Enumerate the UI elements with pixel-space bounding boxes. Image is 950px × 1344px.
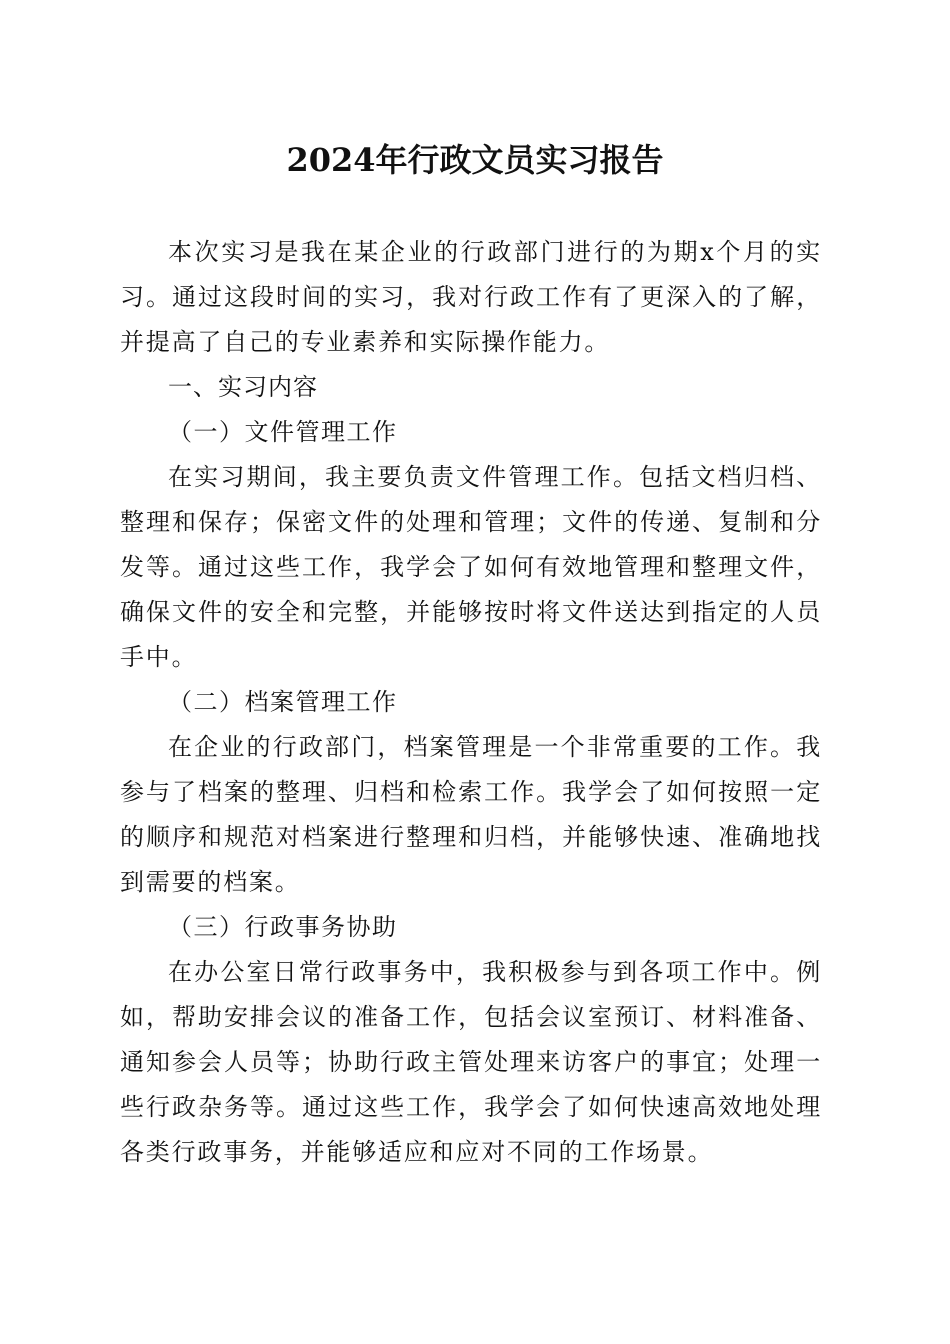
subsection-heading-file-management: （一）文件管理工作 — [168, 418, 398, 446]
document-body — [120, 230, 822, 1175]
section-heading-internship-content: 一、实习内容 — [168, 373, 318, 401]
paragraph-file-management: 在实习期间，我主要负责文件管理工作。包括文档归档、整理和保存；保密文件的处理和管理；文件的传递、复制和分发等。通过这些工作，我学会了如何有效地管理和整理文件，确保文件的安全和完整，并能够按时将文件送达到指定的人员手中。 — [120, 463, 822, 671]
intro-paragraph: 本次实习是我在某企业的行政部门进行的为期x个月的实习。通过这段时间的实习，我对行政工作有了更深入的了解，并提高了自己的专业素养和实际操作能力。 — [120, 238, 822, 356]
document-title: 2024年行政文员实习报告 — [286, 141, 664, 179]
paragraph-admin-assistance: 在办公室日常行政事务中，我积极参与到各项工作中。例如，帮助安排会议的准备工作，包括会议室预订、材料准备、通知参会人员等；协助行政主管处理来访客户的事宜；处理一些行政杂务等。通过这些工作，我学会了如何快速高效地处理各类行政事务，并能够适应和应对不同的工作场景。 — [120, 958, 822, 1166]
subsection-heading-archive-management: （二）档案管理工作 — [168, 688, 398, 716]
paragraph-archive-management: 在企业的行政部门，档案管理是一个非常重要的工作。我参与了档案的整理、归档和检索工作。我学会了如何按照一定的顺序和规范对档案进行整理和归档，并能够快速、准确地找到需要的档案。 — [120, 733, 822, 896]
subsection-heading-admin-assistance: （三）行政事务协助 — [168, 913, 398, 941]
